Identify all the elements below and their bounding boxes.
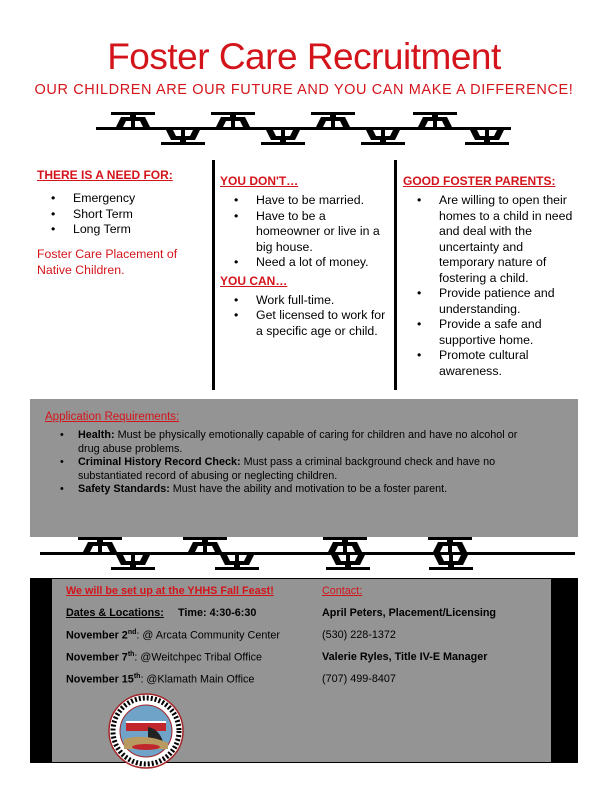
dates-label: Dates & Locations: (66, 607, 164, 619)
requirement-item (30, 483, 540, 497)
event-date (66, 673, 254, 686)
event-heading: We will be set up at the YHHS Fall Feast! (66, 585, 274, 597)
need-note: Foster Care Placement of Native Children. (37, 246, 178, 277)
event-box (30, 578, 578, 763)
can-item: • Work full-time. (220, 293, 390, 309)
good-heading: GOOD FOSTER PARENTS: (403, 174, 556, 188)
date-suffix: th (127, 651, 135, 658)
dont-item: • Have to be married. (220, 193, 390, 209)
tribal-border-bottom (0, 530, 608, 580)
event-time: Time: 4:30-6:30 (178, 607, 257, 619)
good-item: • Promote cultural awareness. (403, 348, 573, 379)
good-item: • Provide a safe and supportive home. (403, 317, 573, 348)
good-column (403, 174, 573, 379)
requirement-text: Must have the ability and motivation to be a foster parent. (169, 483, 448, 495)
need-heading: THERE IS A NEED FOR: (37, 168, 173, 182)
good-item: • Are willing to open their homes to a child in need and deal with the uncertainty and temporary nature of fostering a child. (403, 193, 573, 286)
requirement-text: Must pass a criminal background check and have no substantiated record of abusing or neglecting children. (78, 456, 496, 482)
event-date (66, 629, 280, 642)
date-suffix: th (133, 673, 141, 680)
requirement-label: Health: (78, 429, 115, 441)
tribal-seal-logo (108, 693, 184, 769)
need-item: • Emergency (37, 191, 207, 207)
contact-name: April Peters, Placement/Licensing (322, 607, 497, 619)
event-date (66, 651, 262, 664)
dont-heading: YOU DON'T… (220, 174, 299, 188)
requirement-label: Safety Standards: (78, 483, 170, 495)
requirement-item (30, 429, 540, 456)
requirements-box (30, 399, 578, 537)
contact-name: Valerie Ryles, Title IV-E Manager (322, 651, 488, 663)
dont-item: • Need a lot of money. (220, 255, 390, 271)
need-column (37, 168, 207, 278)
tribal-border-top (0, 105, 608, 155)
subtitle: OUR CHILDREN ARE OUR FUTURE AND YOU CAN MAKE A DIFFERENCE! (34, 82, 574, 98)
requirement-item (30, 456, 540, 483)
dont-item: • Have to be a homeowner or live in a big house. (220, 209, 390, 256)
requirements-heading: Application Requirements: (45, 411, 180, 423)
date: November 7 (66, 651, 128, 664)
need-item: • Long Term (37, 222, 207, 238)
date-suffix: nd (127, 629, 137, 636)
dont-column (220, 174, 390, 339)
need-item: • Short Term (37, 207, 207, 223)
can-item: • Get licensed to work for a specific age or child. (220, 308, 390, 339)
location: : @ Arcata Community Center (136, 629, 280, 642)
can-heading: YOU CAN… (220, 273, 288, 288)
contact-phone: (530) 228-1372 (322, 629, 396, 641)
page-title: Foster Care Recruitment (107, 36, 501, 77)
contact-phone: (707) 499-8407 (322, 673, 396, 685)
location: : @Klamath Main Office (140, 673, 255, 686)
requirement-label: Criminal History Record Check: (78, 456, 241, 468)
column-divider (394, 160, 397, 390)
column-divider (212, 160, 215, 390)
contact-heading: Contact: (322, 585, 363, 597)
event-panel (52, 579, 551, 762)
location: : @Weitchpec Tribal Office (134, 651, 262, 664)
date: November 15 (66, 673, 134, 686)
requirement-text: Must be physically emotionally capable of caring for children and have no alcohol or drug abuse problems. (78, 429, 518, 455)
date: November 2 (66, 629, 128, 642)
good-item: • Provide patience and understanding. (403, 286, 573, 317)
